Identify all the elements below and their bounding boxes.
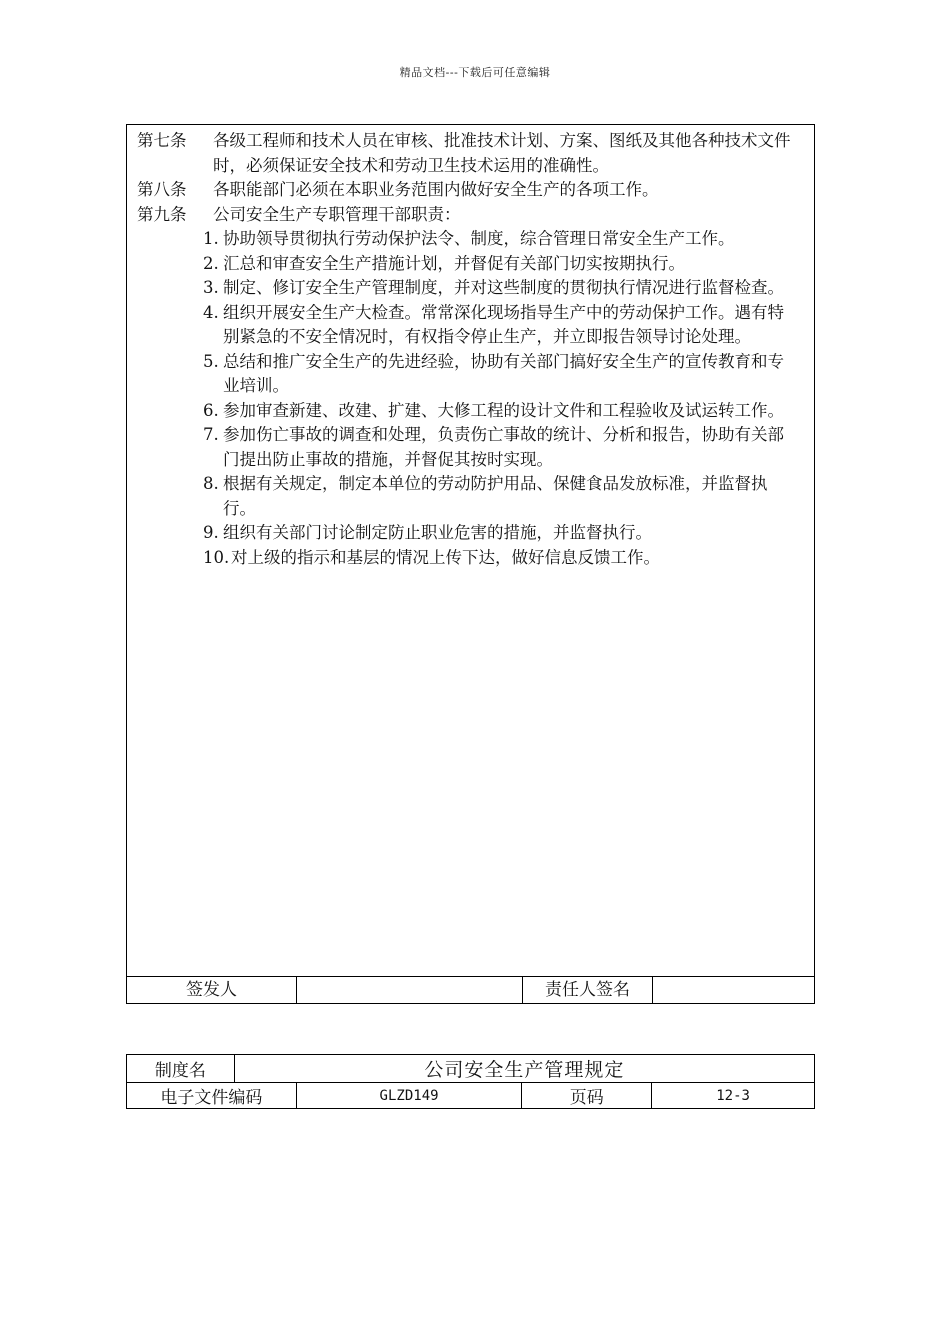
article-8 — [137, 178, 807, 203]
item-number: 4. — [203, 302, 219, 322]
list-item — [203, 521, 807, 546]
item-text: 对上级的指示和基层的情况上传下达，做好信息反馈工作。 — [231, 547, 660, 567]
item-text: 参加审查新建、改建、扩建、大修工程的设计文件和工程验收及试运转工作。 — [223, 400, 784, 420]
list-item — [203, 472, 807, 521]
list-item — [203, 227, 807, 252]
list-item — [203, 276, 807, 301]
article-label: 第七条 — [137, 131, 187, 150]
item-number: 5. — [203, 351, 219, 371]
item-number: 7. — [203, 425, 219, 444]
item-number: 2. — [203, 253, 219, 273]
issuer-label: 签发人 — [127, 977, 297, 1003]
policy-name-label: 制度名 — [127, 1055, 235, 1083]
responsible-person-label: 责任人签名 — [523, 977, 653, 1003]
list-item — [203, 546, 807, 571]
regulation-content-box — [126, 124, 815, 1004]
duty-items-list — [203, 227, 807, 570]
document-info-table — [126, 1054, 815, 1109]
article-text: 公司安全生产专职管理干部职责： — [213, 204, 461, 224]
article-label: 第八条 — [137, 180, 187, 199]
responsible-person-signature-field[interactable] — [653, 977, 814, 1003]
list-item — [203, 399, 807, 424]
article-text: 各级工程师和技术人员在审核、批准技术计划、方案、图纸及其他各种技术文件时，必须保证安全技术和劳动卫生技术运用的准确性。 — [213, 131, 791, 175]
list-item — [203, 350, 807, 399]
article-9 — [137, 203, 807, 228]
item-text: 参加伤亡事故的调查和处理，负责伤亡事故的统计、分析和报告，协助有关部门提出防止事故的措施，并督促其按时实现。 — [223, 425, 784, 469]
article-7 — [137, 129, 807, 178]
page-number-label: 页码 — [522, 1083, 652, 1109]
item-text: 组织有关部门讨论制定防止职业危害的措施，并监督执行。 — [223, 523, 652, 542]
item-text: 汇总和审查安全生产措施计划，并督促有关部门切实按期执行。 — [223, 253, 685, 273]
list-item — [203, 423, 807, 472]
item-text: 组织开展安全生产大检查。常常深化现场指导生产中的劳动保护工作。遇有特别紧急的不安全情况时，有权指令停止生产，并立即报告领导讨论处理。 — [223, 302, 784, 346]
list-item — [203, 252, 807, 277]
issuer-signature-field[interactable] — [297, 977, 523, 1003]
table-row — [127, 1083, 815, 1109]
item-number: 3. — [203, 278, 219, 297]
list-item — [203, 301, 807, 350]
article-label: 第九条 — [137, 204, 187, 224]
signature-row — [127, 976, 814, 1003]
table-row — [127, 1055, 815, 1083]
policy-name: 公司安全生产管理规定 — [234, 1055, 814, 1083]
item-text: 总结和推广安全生产的先进经验，协助有关部门搞好安全生产的宣传教育和专业培训。 — [223, 351, 784, 395]
item-text: 协助领导贯彻执行劳动保护法令、制度，综合管理日常安全生产工作。 — [223, 229, 735, 248]
item-number: 1. — [203, 229, 219, 248]
file-code-label: 电子文件编码 — [127, 1083, 297, 1109]
articles-list — [137, 129, 807, 570]
item-number: 9. — [203, 523, 219, 542]
article-text: 各职能部门必须在本职业务范围内做好安全生产的各项工作。 — [213, 180, 659, 199]
item-text: 制定、修订安全生产管理制度，并对这些制度的贯彻执行情况进行监督检查。 — [223, 278, 784, 297]
item-number: 10. — [203, 547, 230, 567]
item-number: 6. — [203, 400, 219, 420]
item-number: 8. — [203, 474, 219, 493]
item-text: 根据有关规定，制定本单位的劳动防护用品、保健食品发放标准，并监督执行。 — [223, 474, 768, 518]
page-number: 12-3 — [652, 1083, 815, 1109]
file-code: GLZD149 — [296, 1083, 522, 1109]
page-header: 精品文档---下载后可任意编辑 — [399, 66, 551, 79]
